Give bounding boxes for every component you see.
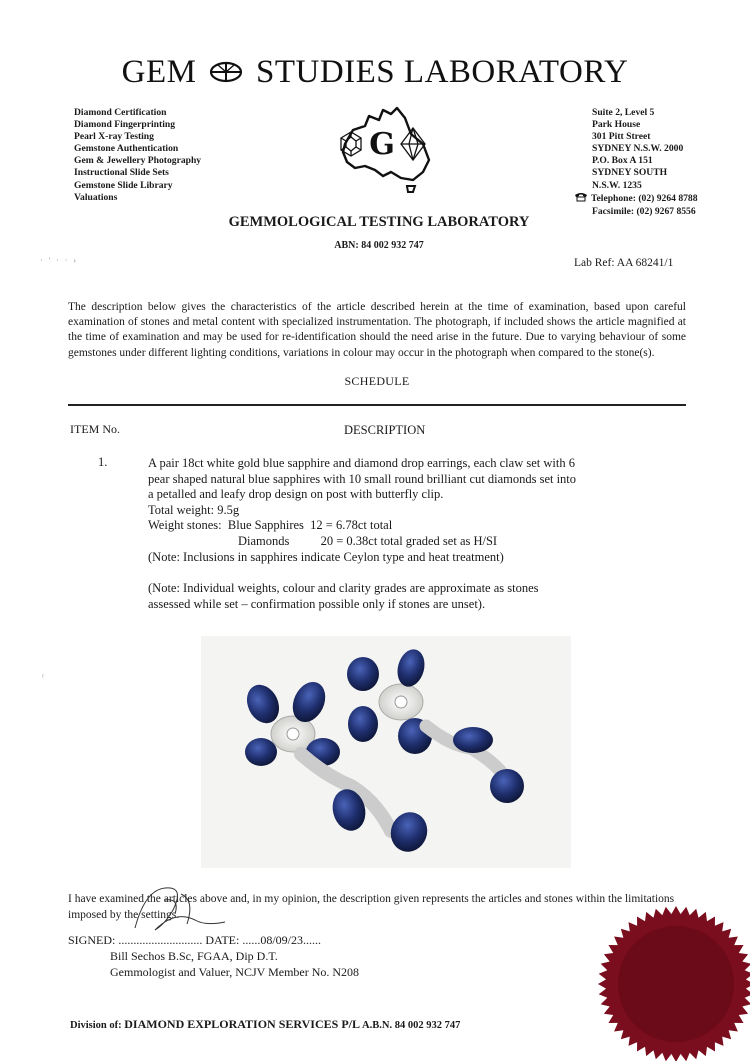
description-line: Total weight: 9.5g — [148, 502, 240, 517]
stray-mark: ʳ — [42, 672, 45, 683]
australia-gem-logo — [325, 104, 440, 196]
address-line: P.O. Box A 151 — [592, 155, 653, 167]
address-line: SYDNEY SOUTH — [592, 167, 668, 179]
description-line: a petalled and leafy drop design on post with butterfly clip. — [148, 487, 444, 502]
signature-scribble — [125, 880, 235, 940]
service-item: Diamond Certification — [74, 107, 167, 118]
print-smudge: · ' · · › — [40, 256, 79, 265]
division-abn: A.B.N. 84 002 932 747 — [362, 1020, 461, 1031]
note-approximate: (Note: Individual weights, colour and clarity grades are approximate as stones — [148, 581, 539, 596]
address-line: Park House — [592, 119, 641, 131]
lab-title — [0, 54, 750, 93]
item-description — [148, 456, 628, 612]
item-number: 1. — [98, 455, 108, 469]
telephone-icon — [574, 192, 588, 206]
note-approximate-cont: assessed while set – confirmation possible only if stones are unset). — [148, 596, 486, 611]
signed-date-line: SIGNED: ............................ DATE: ......08/09/23...... — [68, 933, 321, 947]
facsimile-number: Facsimile: (02) 9267 8556 — [592, 205, 696, 217]
octahedron-gem-icon — [401, 128, 425, 160]
division-footer — [70, 1017, 460, 1032]
diamonds-line: Diamonds 20 = 0.38ct total graded set as H/SI — [238, 533, 498, 548]
address-line: N.S.W. 1235 — [592, 179, 642, 191]
right-earring — [347, 646, 524, 803]
intro-paragraph: The description below gives the characteristics of the article described herein at the time of examination, based upon careful examination of stones and metal content with specialized instrumentation. The photograph, if included shows the article magnified at the time of examination and may be used for re-identification should the need arise in the future. Due to varying behaviour of some gemstones under different lighting conditions, variations in colour may occur in the photograph when compared to the stone(s). — [68, 301, 686, 359]
title-left: GEM — [121, 54, 197, 90]
signer-block — [110, 948, 359, 980]
schedule-heading: SCHEDULE — [344, 374, 410, 388]
title-right: STUDIES LABORATORY — [255, 54, 629, 90]
service-item: Gemstone Authentication — [74, 143, 179, 155]
gem-symbol-icon — [209, 56, 243, 93]
description-column-header: DESCRIPTION — [344, 423, 426, 437]
signer-name: Bill Sechos B.Sc, FGAA, Dip D.T. — [110, 949, 278, 963]
service-item: Valuations — [74, 191, 118, 203]
declaration-text: I have examined the articles above and, in my opinion, the description given represents the articles and stones within the limitations imposed by the settings. — [68, 893, 675, 921]
telephone-number: Telephone: (02) 9264 8788 — [591, 192, 698, 204]
address-line: 301 Pitt Street — [592, 131, 651, 143]
lab-address — [592, 107, 698, 218]
lab-reference: Lab Ref: AA 68241/1 — [574, 257, 674, 269]
services-list — [74, 107, 201, 204]
division-name: DIAMOND EXPLORATION SERVICES P/L — [124, 1017, 360, 1031]
description-line: A pair 18ct white gold blue sapphire and diamond drop earrings, each claw set with 6 — [148, 456, 575, 470]
item-column-header: ITEM No. — [70, 422, 120, 436]
service-item: Diamond Fingerprinting — [74, 119, 176, 131]
earrings-photo — [201, 636, 571, 868]
address-line: SYDNEY N.S.W. 2000 — [592, 143, 684, 155]
address-line: Suite 2, Level 5 — [592, 107, 655, 118]
service-item: Gemstone Slide Library — [74, 179, 173, 191]
service-item: Pearl X-ray Testing — [74, 131, 154, 143]
service-item: Gem & Jewellery Photography — [74, 155, 202, 167]
service-item: Instructional Slide Sets — [74, 167, 169, 179]
weight-stones-line: Weight stones: Blue Sapphires 12 = 6.78ct total — [148, 518, 393, 533]
division-prefix: Division of: — [70, 1020, 122, 1031]
telephone-row — [574, 192, 698, 206]
wax-seal — [596, 904, 750, 1061]
note-inclusions: (Note: Inclusions in sapphires indicate Ceylon type and heat treatment) — [148, 549, 504, 564]
lab-name: GEMMOLOGICAL TESTING LABORATORY — [228, 214, 530, 230]
description-line: pear shaped natural blue sapphires with 10 small round brilliant cut diamonds set into — [148, 471, 577, 486]
logo-letter: G — [369, 127, 395, 162]
divider — [68, 404, 686, 406]
abn: ABN: 84 002 932 747 — [334, 240, 424, 251]
signer-role: Gemmologist and Valuer, NCJV Member No. N208 — [110, 965, 360, 980]
